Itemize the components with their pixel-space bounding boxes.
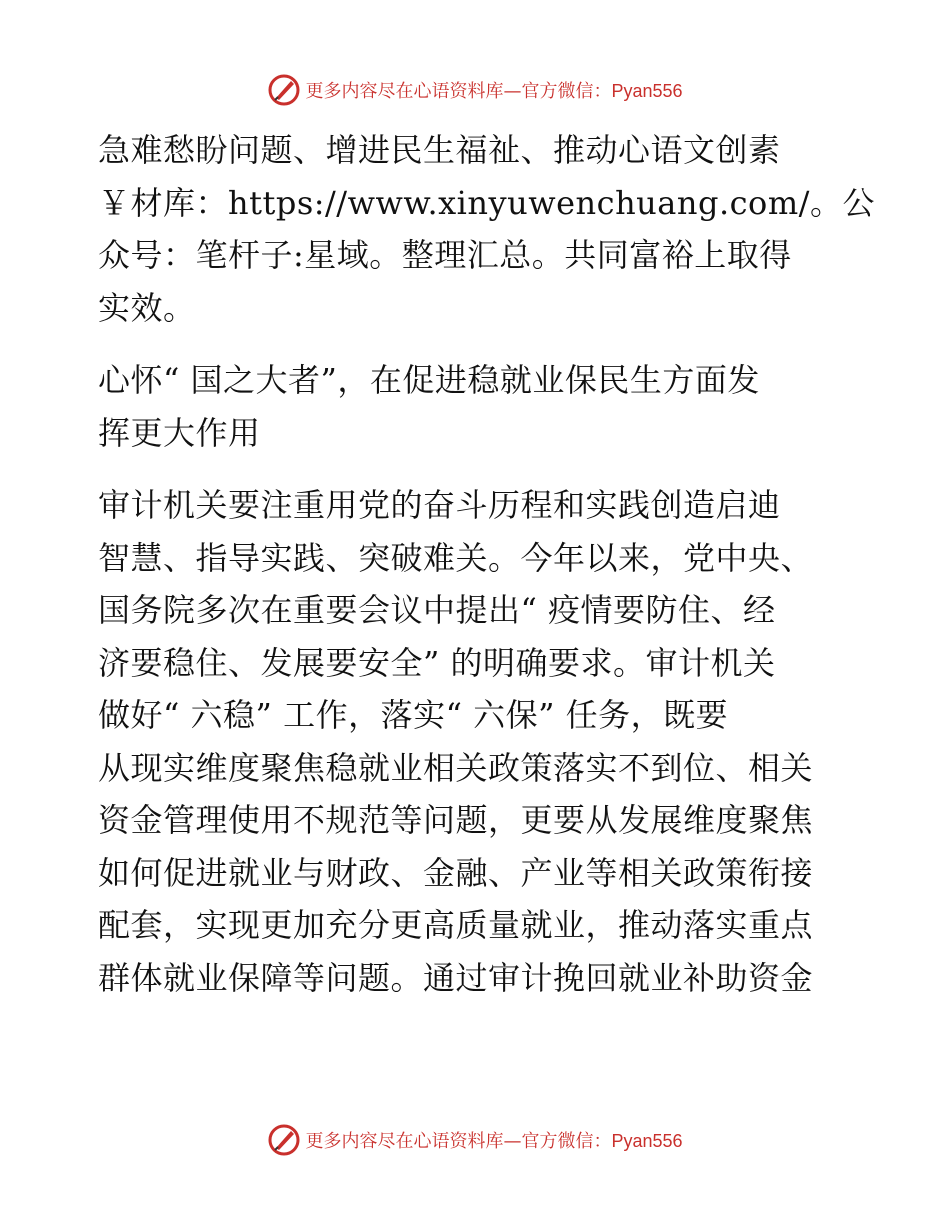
text-line: 从现实维度聚焦稳就业相关政策落实不到位、相关: [98, 748, 814, 787]
watermark-text: 更多内容尽在心语资料库—官方微信：Pyan556: [305, 1131, 683, 1152]
text-line: 智慧、指导实践、突破难关。今年以来，党中央、: [98, 538, 814, 577]
watermark-text: 更多内容尽在心语资料库—官方微信：Pyan556: [305, 81, 683, 102]
quill-logo-icon: [267, 73, 301, 107]
text-line: 做好“ 六稳” 工作，落实“ 六保” 任务，既要: [98, 696, 729, 734]
quill-logo-icon: [267, 1123, 301, 1157]
text-line: 心怀“ 国之大者”，在促进稳就业保民生方面发: [98, 361, 760, 399]
text-line: 资金管理使用不规范等问题，更要从发展维度聚焦: [98, 801, 814, 839]
paragraph-3: [98, 479, 858, 1004]
header-watermark: [0, 70, 950, 110]
text-line: 众号：笔杆子:星域。整理汇总。共同富裕上取得: [98, 236, 792, 274]
text-line: 国务院多次在重要会议中提出“ 疫情要防住、经: [98, 591, 776, 629]
text-line: 群体就业保障等问题。通过审计挽回就业补助资金: [98, 958, 814, 997]
text-line: 急难愁盼问题、增进民生福祉、推动心语文创素: [98, 131, 781, 169]
text-line: 济要稳住、发展要安全” 的明确要求。审计机关: [98, 643, 776, 682]
footer-watermark: [0, 1120, 950, 1160]
text-line: 如何促进就业与财政、金融、产业等相关政策衔接: [98, 853, 814, 892]
section-heading: [98, 354, 858, 459]
text-line: 审计机关要注重用党的奋斗历程和实践创造启迪: [98, 486, 781, 524]
text-line: 实效。: [98, 288, 196, 327]
text-line: ￥材库：https://www.xinyuwenchuang.com/。公: [98, 183, 875, 222]
text-line: 挥更大作用: [98, 413, 261, 452]
document-body: [98, 124, 875, 1024]
paragraph-1: [98, 124, 875, 334]
text-line: 配套，实现更加充分更高质量就业，推动落实重点: [98, 906, 814, 944]
